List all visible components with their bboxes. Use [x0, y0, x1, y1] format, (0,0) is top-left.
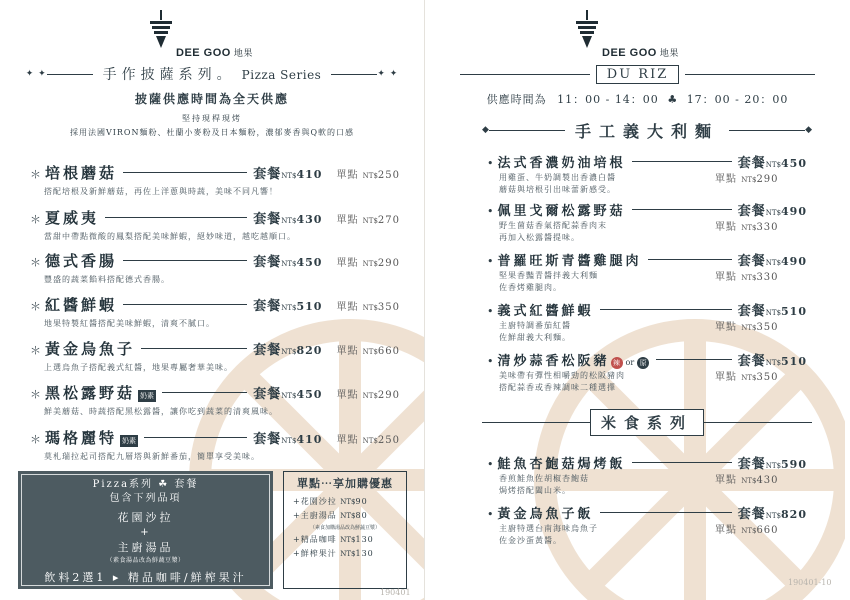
- set-box-drink-choice: 飲料2選1: [44, 571, 107, 584]
- flour-note: 採用法國VIRON麵粉、杜蘭小麥粉及日本麵粉，濃郁麥香與Q軟的口感: [69, 128, 355, 137]
- dash-line: [648, 259, 732, 260]
- set-price: [253, 339, 322, 358]
- right-ornament-icon: ✦ ✦: [377, 69, 399, 79]
- pizza-name: 夏威夷: [45, 209, 100, 227]
- currency: NT$: [362, 260, 378, 268]
- pizza-item: [30, 382, 400, 417]
- set-price-value: 410: [296, 168, 323, 181]
- single-price-value: 290: [756, 174, 779, 185]
- single-label: 單點: [336, 258, 363, 269]
- set-box-soup: 主廚湯品: [117, 541, 174, 554]
- dish-row: [487, 200, 807, 219]
- set-label: 套餐: [253, 167, 282, 182]
- set-box-salad: 花園沙拉: [117, 511, 174, 524]
- set-price-value: 510: [781, 355, 807, 368]
- pizza-item: [30, 250, 400, 285]
- single-label: 單點: [715, 475, 742, 486]
- dash-line: [144, 437, 247, 438]
- currency: NT$: [281, 172, 297, 180]
- currency: NT$: [741, 527, 757, 535]
- dash-line: [600, 309, 732, 310]
- pizza-desc: 鮮美蘑菇、時蔬搭配黑松露醬，讓你吃到蔬菜的清爽風味。: [44, 407, 278, 416]
- set-price-value: 820: [296, 344, 323, 357]
- set-price-value: 490: [781, 255, 807, 268]
- set-price: [253, 428, 322, 447]
- set-price-value: 510: [296, 300, 323, 313]
- dash-line: [123, 260, 247, 261]
- single-label: 單點: [715, 372, 742, 383]
- bullet-icon: ＊: [30, 256, 41, 269]
- pizza-item: [30, 427, 400, 462]
- single-price-value: 660: [377, 346, 400, 357]
- bullet-icon: •: [487, 255, 494, 268]
- set-box-soup-note: （素食湯品改為鮮蔬豆漿）: [106, 557, 185, 564]
- clover-icon: ♣: [667, 93, 679, 106]
- pizza-desc: 上選烏魚子搭配義式紅醬，地果專屬奢華美味。: [44, 363, 233, 372]
- dish-desc-line1: 主廚特調番茄紅醬: [499, 321, 571, 330]
- single-price: [715, 170, 779, 185]
- or-text: or: [625, 358, 635, 367]
- page-code: 190401-10: [788, 578, 832, 587]
- pizza-item-row: [30, 162, 400, 183]
- single-label: 單點: [715, 174, 742, 185]
- currency: NT$: [281, 217, 297, 225]
- currency: NT$: [765, 161, 782, 169]
- set-price: [253, 208, 322, 227]
- currency: NT$: [741, 477, 757, 485]
- single-price: [715, 318, 779, 333]
- currency: NT$: [765, 462, 782, 470]
- single-price: [336, 342, 400, 357]
- dash-line: [162, 392, 247, 393]
- bullet-icon: •: [487, 355, 494, 368]
- single-label: 單點: [336, 170, 363, 181]
- currency: NT$: [741, 224, 757, 232]
- pizza-desc: 搭配培根及新鮮蘑菇，再佐上洋蔥與時蔬，美味不同凡響！: [44, 187, 278, 196]
- single-price: [715, 471, 779, 486]
- set-label: 套餐: [737, 507, 766, 522]
- serving-time: 披薩供應時間為全天供應: [134, 92, 289, 106]
- brand-name: DEE GOO: [602, 47, 657, 59]
- dish-desc-line2: 再加入松露醬提味。: [499, 233, 580, 242]
- single-label: 單點: [336, 435, 363, 446]
- pizza-item: [30, 162, 400, 197]
- single-price: [336, 386, 400, 401]
- single-price: [715, 218, 779, 233]
- du-riz-title: DU RIZ: [596, 65, 679, 84]
- brand-name-cn: 地果: [233, 48, 253, 58]
- dish-item: [487, 350, 807, 393]
- dish-name: 佩里戈爾松露野菇: [497, 204, 626, 219]
- set-price-value: 450: [781, 157, 807, 170]
- currency: NT$: [765, 359, 782, 367]
- hours-dinner: 17：00 - 20：00: [686, 93, 789, 106]
- addon-juice: +鮮榨果汁: [293, 549, 337, 558]
- currency: NT$: [765, 259, 782, 267]
- single-price: [336, 211, 400, 226]
- dish-row: [487, 350, 807, 369]
- dish-name: 鮭魚杏鮑菇焗烤飯: [497, 457, 626, 472]
- dash-line: [141, 348, 247, 349]
- set-price: [738, 300, 807, 319]
- currency: NT$: [741, 274, 757, 282]
- set-label: 套餐: [253, 387, 282, 402]
- addon-coffee-price: 130: [355, 535, 374, 544]
- original-badge: 原: [637, 357, 649, 369]
- set-price-value: 450: [296, 256, 323, 269]
- dash-line: [105, 217, 247, 218]
- dash-line: [632, 209, 732, 210]
- bullet-icon: •: [487, 205, 494, 218]
- set-price: [738, 453, 807, 472]
- single-price: [715, 521, 779, 536]
- dish-desc-line2: 佐香烤雞腿肉。: [499, 283, 562, 292]
- set-label: 套餐: [253, 343, 282, 358]
- currency: NT$: [741, 176, 757, 184]
- dish-name: 黃金烏魚子飯: [497, 507, 594, 522]
- page-code: 190401: [380, 588, 411, 597]
- brand-name: DEE GOO: [176, 47, 231, 59]
- dish-row: [487, 453, 807, 472]
- addon-salad-price: 90: [355, 497, 368, 506]
- set-price: [738, 152, 807, 171]
- pizza-item: [30, 294, 400, 329]
- currency: NT$: [765, 309, 782, 317]
- single-label: 單點: [336, 390, 363, 401]
- dish-item: [487, 152, 807, 195]
- pizza-item: [30, 338, 400, 373]
- set-price-value: 820: [781, 508, 807, 521]
- single-price: [715, 268, 779, 283]
- currency: NT$: [362, 348, 378, 356]
- single-label: 單點: [715, 322, 742, 333]
- bullet-icon: ＊: [30, 300, 41, 313]
- dish-desc-line2: 佐鮮甜義大利麵。: [499, 333, 571, 342]
- set-label: 套餐: [737, 354, 766, 369]
- addon-salad: +花園沙拉: [293, 497, 337, 506]
- addon-title: 單點⋯享加購優惠: [297, 477, 393, 490]
- dish-name: 義式紅醬鮮蝦: [497, 304, 594, 319]
- currency: NT$: [340, 512, 356, 520]
- currency: NT$: [765, 512, 782, 520]
- pizza-name: 瑪格麗特: [45, 429, 118, 447]
- brand-logo: [425, 10, 850, 58]
- pizza-name: 紅醬鮮蝦: [45, 296, 118, 314]
- bullet-icon: •: [487, 157, 494, 170]
- single-price-value: 430: [756, 475, 779, 486]
- pizza-desc: 地果特製紅醬搭配美味鮮蝦，清爽不膩口。: [44, 319, 215, 328]
- dish-desc-line1: 野生菌菇香氣搭配蒜香肉末: [499, 221, 607, 230]
- addon-note: （素食加購湯品改為鮮蔬豆漿）: [309, 525, 380, 531]
- set-box-drinks: 精品咖啡/鮮榨果汁: [127, 571, 247, 584]
- single-price-value: 290: [377, 258, 400, 269]
- single-price: [336, 254, 400, 269]
- pizza-desc: 豐盛的蔬菜餡料搭配德式香腸。: [44, 275, 170, 284]
- bullet-icon: ＊: [30, 213, 41, 226]
- set-label: 套餐: [737, 304, 766, 319]
- addon-juice-price: 130: [355, 549, 374, 558]
- pizza-item-row: [30, 338, 400, 359]
- set-price-value: 430: [296, 213, 323, 226]
- pizza-item-row: [30, 250, 400, 271]
- spicy-badge: 辣: [611, 357, 623, 369]
- dish-row: [487, 503, 807, 522]
- pizza-item: [30, 207, 400, 242]
- set-label: 套餐: [253, 255, 282, 270]
- hours-lunch: 11：00 - 14：00: [557, 93, 659, 106]
- addon-coffee: +精品咖啡: [293, 535, 337, 544]
- pizza-item-row: [30, 382, 400, 403]
- tagline: 堅持現桿現烤: [182, 114, 242, 123]
- serving-hours: [425, 91, 850, 107]
- single-price: [336, 431, 400, 446]
- currency: NT$: [362, 304, 378, 312]
- set-price-value: 490: [781, 205, 807, 218]
- currency: NT$: [362, 172, 378, 180]
- single-label: 單點: [336, 215, 363, 226]
- set-label: 套餐: [253, 212, 282, 227]
- single-label: 單點: [715, 222, 742, 233]
- set-price-value: 590: [781, 458, 807, 471]
- single-price-value: 250: [377, 170, 400, 181]
- dish-desc-line1: 主廚特選台南海味烏魚子: [499, 524, 598, 533]
- pizza-item-row: [30, 427, 400, 448]
- dish-desc-line1: 香煎鮭魚佐胡椒杏鮑菇: [499, 474, 589, 483]
- pizza-name: 黑松露野菇: [45, 384, 136, 402]
- currency: NT$: [281, 392, 297, 400]
- ornament-icon: ◆: [482, 125, 489, 135]
- set-price: [738, 350, 807, 369]
- brand-name-cn: 地果: [659, 48, 679, 58]
- single-price-value: 350: [377, 302, 400, 313]
- pizza-item-row: [30, 294, 400, 315]
- dash-line: [123, 172, 247, 173]
- addon-box: [283, 471, 407, 589]
- title-en: Pizza Series: [241, 68, 322, 82]
- currency: NT$: [362, 217, 378, 225]
- set-price: [253, 295, 322, 314]
- bullet-icon: •: [487, 508, 494, 521]
- left-ornament-icon: ✦ ✦: [25, 69, 47, 79]
- pizza-name: 培根蘑菇: [45, 164, 118, 182]
- leaf-icon: ☘: [158, 479, 170, 490]
- dish-row: [487, 300, 807, 319]
- currency: NT$: [281, 260, 297, 268]
- cone-logo-icon: [148, 10, 174, 56]
- set-box-includes: 包含下列品項: [109, 493, 182, 504]
- dash-line: [600, 512, 732, 513]
- bullet-icon: •: [487, 305, 494, 318]
- dish-item: [487, 200, 807, 243]
- veg-badge: 奶素: [122, 437, 137, 445]
- single-price: [336, 298, 400, 313]
- dish-desc-line2: 佐金沙蛋黃醬。: [499, 536, 562, 545]
- single-price: [715, 368, 779, 383]
- dish-row: [487, 152, 807, 171]
- set-box-plus: +: [140, 527, 151, 538]
- set-price: [738, 250, 807, 269]
- set-price-value: 410: [296, 433, 323, 446]
- single-price-value: 660: [756, 525, 779, 536]
- dish-item: [487, 300, 807, 343]
- arrow-icon: ▸: [112, 571, 122, 584]
- bullet-icon: ＊: [30, 344, 41, 357]
- single-price: [336, 166, 400, 181]
- set-label: 套餐: [737, 254, 766, 269]
- bullet-icon: ＊: [30, 433, 41, 446]
- single-label: 單點: [336, 302, 363, 313]
- section-rice-header: [482, 410, 812, 434]
- pizza-name: 德式香腸: [45, 252, 118, 270]
- pizza-desc: 莫札瑞拉起司搭配九層塔與新鮮番茄，簡單享受美味。: [44, 452, 260, 461]
- bullet-icon: •: [487, 458, 494, 471]
- title-dot: 。: [216, 67, 236, 83]
- brand-logo: [0, 10, 424, 58]
- set-label: 套餐: [737, 204, 766, 219]
- single-price-value: 350: [756, 372, 779, 383]
- currency: NT$: [281, 437, 297, 445]
- bullet-icon: ＊: [30, 168, 41, 181]
- currency: NT$: [362, 437, 378, 445]
- currency: NT$: [340, 536, 356, 544]
- set-price-value: 510: [781, 305, 807, 318]
- single-price-value: 330: [756, 272, 779, 283]
- currency: NT$: [340, 550, 356, 558]
- addon-soup: +主廚湯品: [293, 511, 337, 520]
- currency: NT$: [765, 209, 782, 217]
- section-rice-title: 米食系列: [590, 409, 704, 436]
- single-price-value: 250: [377, 435, 400, 446]
- single-label: 單點: [336, 346, 363, 357]
- dash-line: [123, 304, 247, 305]
- page-title: [0, 64, 424, 84]
- dish-desc-line1: 用雞蛋、牛奶調製出香濃白醬: [499, 173, 616, 182]
- pasta-rice-menu-page: [425, 0, 850, 600]
- currency: NT$: [741, 374, 757, 382]
- currency: NT$: [340, 498, 356, 506]
- set-price: [738, 503, 807, 522]
- dish-name: 清炒蒜香松阪豬: [497, 354, 610, 369]
- dish-row: [487, 250, 807, 269]
- pizza-name: 黃金烏魚子: [45, 340, 136, 358]
- currency: NT$: [281, 304, 297, 312]
- single-price-value: 330: [756, 222, 779, 233]
- dish-item: [487, 503, 807, 546]
- currency: NT$: [281, 348, 297, 356]
- dish-desc-line2: 焗烤搭配闔山米。: [499, 486, 571, 495]
- set-label: 套餐: [737, 457, 766, 472]
- veg-badge: 奶素: [140, 392, 155, 400]
- single-label: 單點: [715, 272, 742, 283]
- currency: NT$: [741, 324, 757, 332]
- set-price: [738, 200, 807, 219]
- dish-desc-line1: 堅果香豔青醬拌義大利麵: [499, 271, 598, 280]
- set-box-set: 套餐: [174, 479, 199, 490]
- dash-line: [632, 462, 732, 463]
- set-label: 套餐: [737, 156, 766, 171]
- set-label: 套餐: [253, 299, 282, 314]
- set-box-series: Pizza系列: [92, 479, 154, 490]
- dash-line: [656, 359, 732, 360]
- pizza-set-box: [18, 471, 273, 589]
- ornament-icon: ◆: [805, 125, 813, 135]
- dish-item: [487, 453, 807, 496]
- set-price: [253, 383, 322, 402]
- currency: NT$: [362, 392, 378, 400]
- dish-desc-line2: 搭配蒜香或香辣調味二種選擇: [499, 383, 616, 392]
- single-price-value: 350: [756, 322, 779, 333]
- title-cn: 手作披薩系列: [102, 67, 217, 83]
- cone-logo-icon: [574, 10, 600, 56]
- page-title: [425, 64, 850, 84]
- set-price: [253, 163, 322, 182]
- pizza-desc: 當甜中帶點微酸的鳳梨搭配美味鮮蝦，絕妙味道，越吃越順口。: [44, 232, 296, 241]
- pizza-item-row: [30, 207, 400, 228]
- bullet-icon: ＊: [30, 388, 41, 401]
- section-pasta-title: 手工義大利麵: [565, 117, 729, 144]
- hours-label: 供應時間為: [486, 93, 547, 106]
- dish-item: [487, 250, 807, 293]
- dash-line: [632, 161, 732, 162]
- single-label: 單點: [715, 525, 742, 536]
- set-price-value: 450: [296, 388, 323, 401]
- single-price-value: 290: [377, 390, 400, 401]
- addon-soup-price: 80: [355, 511, 368, 520]
- set-label: 套餐: [253, 432, 282, 447]
- dish-name: 普羅旺斯青醬雞腿肉: [497, 254, 642, 269]
- section-pasta-header: [482, 118, 812, 142]
- dish-name: 法式香濃奶油培根: [497, 156, 626, 171]
- set-price: [253, 251, 322, 270]
- single-price-value: 270: [377, 215, 400, 226]
- dish-desc-line2: 蘑菇與培根引出味蕾新感受。: [499, 185, 616, 194]
- dish-desc-line1: 美味帶有彈性相嚼勁的松阪豬肉: [499, 371, 625, 380]
